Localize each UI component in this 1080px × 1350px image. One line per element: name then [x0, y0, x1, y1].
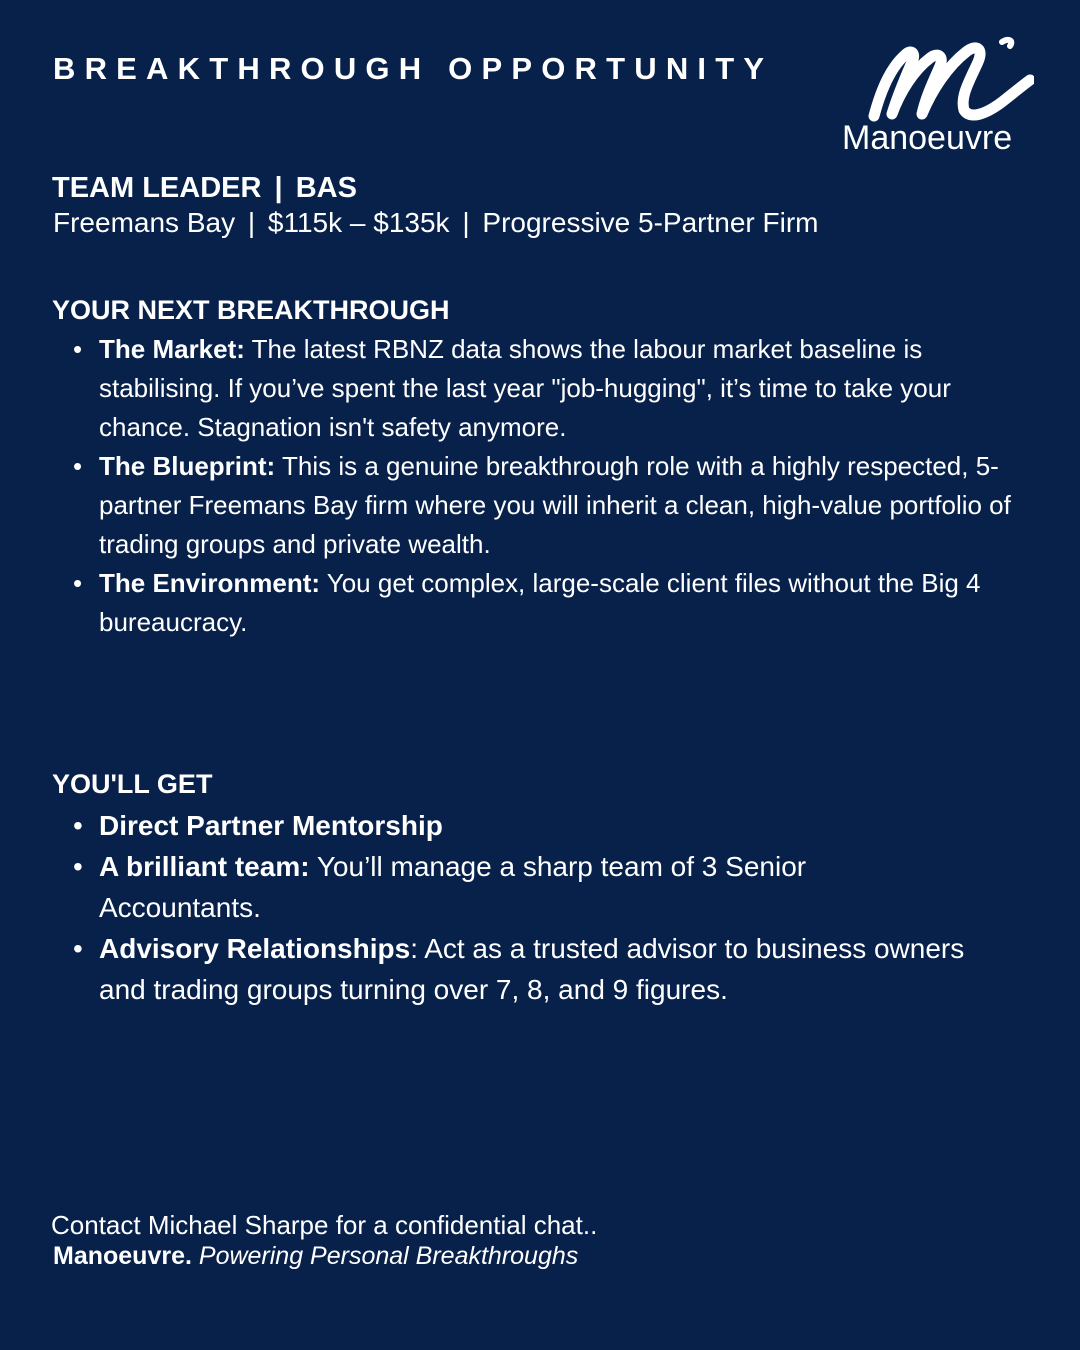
bullet-icon: •	[73, 933, 83, 964]
item-label: A brilliant team:	[99, 851, 310, 882]
item-label: Direct Partner Mentorship	[99, 810, 443, 841]
bullet-icon: •	[73, 451, 83, 481]
item-label: The Environment:	[99, 568, 321, 598]
list-item	[73, 564, 1043, 642]
item-label: Advisory Relationships	[99, 933, 411, 964]
role-firm: Progressive 5-Partner Firm	[482, 207, 819, 238]
item-text: The latest RBNZ data shows the labour market baseline is stabilising. If you’ve spent the last year "job-hugging", it’s time to take your chance. Stagnation isn't safety anymore.	[99, 334, 951, 442]
role-location: Freemans Bay	[53, 207, 236, 238]
youll-get-heading: YOU'LL GET	[52, 769, 213, 799]
next-breakthrough-heading: YOUR NEXT BREAKTHROUGH	[52, 295, 450, 325]
bullet-icon: •	[73, 851, 83, 882]
next-breakthrough-list	[73, 330, 1043, 642]
list-item	[73, 846, 973, 928]
eyebrow-title: BREAKTHROUGH OPPORTUNITY	[53, 51, 774, 86]
item-label: The Blueprint:	[99, 451, 276, 481]
role-title-line	[52, 170, 357, 206]
role-separator: |	[274, 172, 283, 204]
meta-separator-1: |	[247, 207, 256, 238]
bullet-icon: •	[73, 810, 83, 841]
role-meta-line	[53, 205, 819, 241]
tagline-brand: Manoeuvre.	[53, 1242, 192, 1270]
list-item	[73, 928, 973, 1010]
bullet-icon: •	[73, 334, 83, 364]
manoeuvre-logo	[838, 36, 1038, 160]
role-salary: $115k – $135k	[267, 207, 450, 238]
list-item	[73, 447, 1043, 564]
item-text: You’ll manage a sharp team of 3 Senior Accountants.	[99, 851, 807, 923]
tagline-motto: Powering Personal Breakthroughs	[198, 1242, 579, 1270]
item-text: : Act as a trusted advisor to business owners and trading groups turning over 7, 8, and 9 figures.	[99, 933, 965, 1005]
list-item	[73, 330, 1043, 447]
contact-line: Contact Michael Sharpe for a confidential chat..	[51, 1210, 598, 1240]
youll-get-list	[73, 805, 973, 1010]
item-label: The Market:	[99, 334, 245, 364]
tagline	[53, 1240, 578, 1272]
bullet-icon: •	[73, 568, 83, 598]
role-specialty: BAS	[295, 172, 357, 204]
script-m-logo-icon	[852, 36, 1034, 124]
list-item	[73, 805, 973, 846]
role-title: TEAM LEADER	[52, 172, 262, 204]
meta-separator-2: |	[462, 207, 470, 238]
item-text: You get complex, large-scale client files without the Big 4 bureaucracy.	[99, 568, 981, 637]
item-text: This is a genuine breakthrough role with a highly respected, 5-partner Freemans Bay firm where you will inherit a clean, high-value portfolio of trading groups and private wealth.	[99, 451, 1011, 559]
logo-wordmark: Manoeuvre	[842, 119, 1013, 157]
